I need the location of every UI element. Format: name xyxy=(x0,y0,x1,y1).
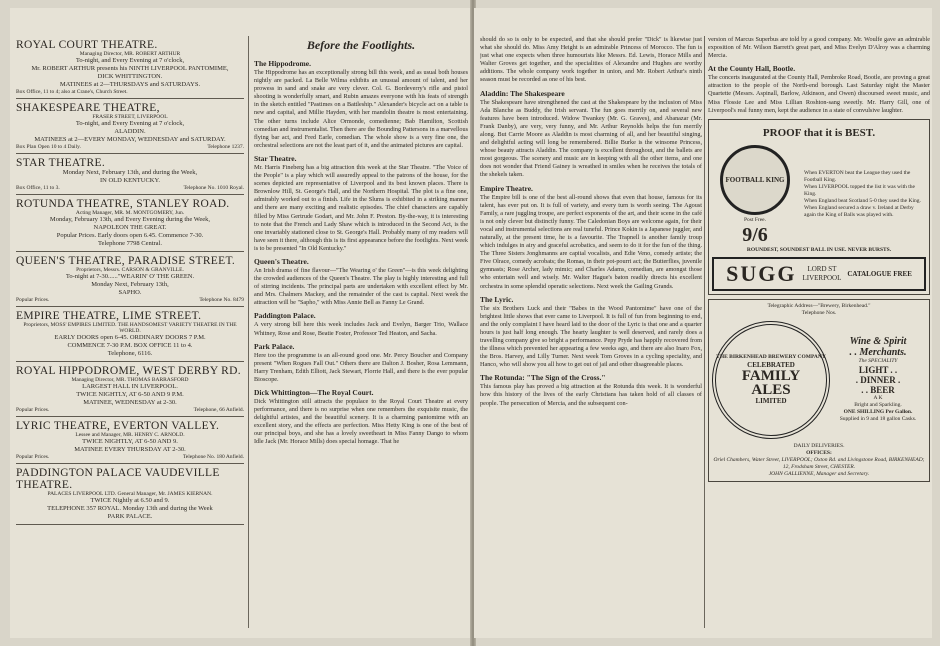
section-text: Here too the programme is an all-round good one. Mr. Percy Boucher and Company present "When Rogues Fall Out." Others there are Dalton J. Bosher, Rosa Lemmann, Harry Trenham, Edith Elliott, Jack Stewart, Florrie Hall, and there is the ever popular Bioscope. xyxy=(254,351,468,383)
wine-sub: . . Merchants. xyxy=(849,347,907,359)
theatre-name: STAR THEATRE. xyxy=(16,157,106,169)
theatre-listing xyxy=(16,36,244,99)
listing-line: DICK WHITTINGTON. xyxy=(97,73,163,80)
advert-column xyxy=(708,36,930,630)
theatre-listing xyxy=(16,362,244,417)
ball-tagline: ROUNDEST, SOUNDEST BALL IN USE. NEVER BURSTS. xyxy=(746,246,892,253)
listing-line: LARGEST HALL IN LIVERPOOL. xyxy=(82,383,178,390)
listing-footer-right: Telephone No. 1010 Royal. xyxy=(183,185,244,191)
theatre-management: Managing Director, MR. ROBERT ARTHUR xyxy=(79,51,181,57)
theatre-management: Managing Director, MR. THOMAS BARRASFORD xyxy=(71,377,189,383)
listing-line: To-night, and Every Evening at 7 o'clock, xyxy=(75,120,185,127)
listing-footer-right: Telephone No. 8479 xyxy=(199,297,244,303)
section-title: Dick Whittington—The Royal Court. xyxy=(254,388,374,397)
football-icon xyxy=(720,145,790,215)
listing-line: ALADDIN. xyxy=(114,128,146,135)
section-text: The concerts inaugurated at the County Hall, Pembroke Road, Bootle, are proving a great attraction to the people of the North-end borough. Last Saturday night the Master Quartette (Messrs. Aspinall, Barlow, Atkinson, and Owen) discoursed sweet music, and Miss Flossie Lee and Miss Lillian Roshton-sang sweetly. Mr. Harry Gill, one of Liverpool's real funny men, kept the audience in a state of convulsive laughter. xyxy=(708,74,930,114)
listing-line: EARLY DOORS open 6-45. ORDINARY DOORS 7 P.M. xyxy=(54,334,206,341)
listing-line: TWICE NIGHTLY, AT 6-50 AND 9. xyxy=(82,438,178,445)
section-text: An Irish drama of fine flavour—"The Wearing o' the Green"—is this week delighting the crowded audiences of the Queen's Theatre. The play is highly interesting and full of stirring incidents. The principal parts are undertaken with excellent effect by Mr. and Mrs. Chalmers Mackey, and the remainder of the cast is capital. Next week the attraction will be "Sapho," with Miss Annie Bell as Fanny Le Grand. xyxy=(254,266,468,307)
ball-note: When England secured a draw v. Ireland at Derby again the King of Balls was played with. xyxy=(804,205,914,219)
section-title: Star Theatre. xyxy=(254,153,297,163)
theatre-listing xyxy=(16,99,244,154)
listing-footer-left: Box Office, 11 to 3. xyxy=(16,185,60,191)
left-page xyxy=(10,8,472,638)
section-title: Empire Theatre. xyxy=(480,183,533,193)
theatre-name: ROTUNDA THEATRE, STANLEY ROAD. xyxy=(16,198,230,210)
listing-line: MATINEES at 2—EVERY MONDAY, WEDNESDAY and SATURDAY. xyxy=(34,136,226,143)
ball-note: When England beat Scotland 5-0 they used the King. xyxy=(804,198,921,205)
footlights-column xyxy=(254,36,468,630)
section-text: A very strong bill here this week includes Jack and Evelyn, Barger Trio, Wallace Whitney, Rose and Rose, Beatie Foster, Professor Ted Heaton, and Sacha. xyxy=(254,321,468,337)
ball-notes xyxy=(804,170,926,219)
listing-footer-left: Box Office, 11 to 4; also at Crane's, Church Street. xyxy=(16,89,128,95)
manager: JOHN GALLIENNE, Manager and Secretary. xyxy=(768,470,870,477)
wine-title: Wine & Spirit xyxy=(849,336,907,348)
listing-line: Telephone, 6116. xyxy=(107,350,153,357)
offices-label: OFFICES: xyxy=(806,449,832,456)
listing-line: To-night, and Every Evening at 7 o'clock, xyxy=(75,57,185,64)
listing-line: MATINEE, WEDNESDAY at 2-30. xyxy=(83,399,177,406)
listing-line: IN OLD KENTUCKY. xyxy=(99,177,160,184)
theatre-management: PALACES LIVERPOOL LTD. General Manager, Mr. JAMES KIERNAN. xyxy=(47,491,213,497)
section-title: The Hippodrome. xyxy=(254,59,311,68)
sugg-street: LORD ST xyxy=(807,264,837,273)
theatre-name: QUEEN'S THEATRE, PARADISE STREET. xyxy=(16,255,236,267)
section-text: The Shakespeare have strengthened the cast at the Shakespeare by the inclusion of Miss Ada Blanche as Buddy, the Irish servant. The fun goes merrily on, and several new features have been introduced. Widow Twankey (Mr. G. Graves), and Abanazar (Mr. Frank Danby), are very, very funny, and Mr. Arthur Reynolds helps the fun merrily along. But Carrie Moore as Aladdin is most charming of all, and her beautiful singing, and delightful acting will long be remembered. Billie Burke is the winsome Princess, whose beauty attracts Aladdin. The company is excellent throughout, and the ballets are most gorgeous. The scenery and music are in keeping with all the other items, and one does not wonder that Friend Gainey is wreathed in smiles when he receives the totals of the shekels taken. xyxy=(480,98,702,179)
brewery-name: THE BIRKENHEAD BREWERY COMPANY xyxy=(716,354,826,361)
sugg-catalogue: CATALOGUE FREE xyxy=(847,269,912,278)
listing-footer-left: Popular Prices. xyxy=(16,454,50,460)
footlights-heading: Before the Footlights. xyxy=(306,38,416,52)
listing-line: TWICE Nightly at 6.50 and 9. xyxy=(90,497,170,504)
seal-limited: LIMITED xyxy=(755,397,787,406)
ball-note: When EVERTON beat the League they used the Football King. xyxy=(804,170,911,184)
ball-note: When LIVERPOOL topped the list it was with the King. xyxy=(804,184,916,198)
light: LIGHT . . xyxy=(858,365,898,376)
section-title: At the County Hall, Bootle. xyxy=(708,64,796,74)
listing-line: Mr. ROBERT ARTHUR presents his NINTH LIVERPOOL PANTOMIME, xyxy=(31,65,229,72)
listing-line: PARK PALACE. xyxy=(107,513,153,520)
listing-line: Popular Prices. Early doors open 6.45. Commence 7-30. xyxy=(56,232,204,239)
beer-price: ONE SHILLING Per Gallon. xyxy=(843,409,913,416)
listing-footer-left: Popular Prices. xyxy=(16,297,50,303)
listing-footer-left: Popular Prices. xyxy=(16,407,50,413)
theatre-name: ROYAL COURT THEATRE. xyxy=(16,39,158,51)
casks: Supplied in 9 and 18 gallon Casks. xyxy=(839,416,917,423)
listing-footer-right: Telephone 1237. xyxy=(207,144,244,150)
listing-footer xyxy=(16,407,244,413)
offices-addresses: Oriel Chambers, Water Street, LIVERPOOL; Oxton Rd. and Livingstone Road, BIRKENHEAD; 12, Frodsham Street, CHESTER. xyxy=(713,456,925,470)
theatre-listing xyxy=(16,154,244,195)
listing-line: Monday, February 13th, and Every Evening during the Week, xyxy=(49,216,211,223)
listing-footer xyxy=(16,297,244,303)
seal-ales: ALES xyxy=(751,382,791,399)
listing-footer-right: Telephone, 66 Anfield. xyxy=(193,407,244,413)
theatre-name: ROYAL HIPPODROME, WEST DERBY RD. xyxy=(16,365,241,377)
listing-line: Monday Next, February 13th, xyxy=(91,281,169,288)
beer: . . BEER xyxy=(861,385,895,396)
section-text: The Hippodrome has an exceptionally strong bill this week, and as usual both houses nightly are packed. La Belle Wilma exhibits an unusual amount of talent, and her prowess in sand and snake are very clever. Col. G. Bordeverry's rifle and pistol shooting is wonderfully smart, and Rubin amazes everyone with his feats of strength in the sketch entitled "Pastimes on a Battleship." Alexander's bicycle act on a table is new and capital, and Millie Hayden, with her mandolin theatre is most entertaining. The other turns include Alice Ormonde, comedienne; Bab Hamilton, Scottish comedian and instrumentalist. Then there are the Bounding Pattersons in a marvellous flying bar act, and Fred Earle, comedian. The whole show is a very fine one, the orchestral selections are not the least part of it, and the animated pictures are capital. xyxy=(254,69,468,149)
right-page xyxy=(474,8,932,638)
seal-family: FAMILY xyxy=(741,368,801,385)
listing-line: NAPOLEON THE GREAT. xyxy=(93,224,167,231)
proof-headline: PROOF that it is BEST. xyxy=(762,126,876,139)
speciality: The SPECIALITY xyxy=(858,358,898,365)
theatre-management: Acting Manager, MR. M. MONTGOMERY, Jun. xyxy=(75,210,185,216)
section-title: The Rotunda: "The Sign of the Cross." xyxy=(480,373,606,383)
section-title: Aladdin: The Shakespeare xyxy=(480,88,565,98)
column-divider xyxy=(704,36,705,628)
theatre-listing xyxy=(16,195,244,252)
theatre-name: EMPIRE THEATRE, LIME STREET. xyxy=(16,310,202,322)
telephone-numbers: Telephone Nos. xyxy=(801,309,837,316)
section-text: This famous play has proved a big attraction at the Rotunda this week. It is wonderful how this history of the lives of the early Christians has taken hold of all classes of people. The persecution of Mercia, and the subsequent con- xyxy=(480,383,702,407)
section-text: The Empire bill is one of the best all-round shows that even that house, famous for its talent, has ever put on. It is full of variety, and every turn is worth seeing. The Agoust Family, a rare juggling troupe, are perfect exponents of the art, and their scene in the café is not only clever but distinctly funny. The Caledonian Boys are welcome again, for their vocal and instrumental selections are real tuneful. Prince Kokin is a Japanese juggler, and naturally, at the present time, he is a favourite. The Trapnell is another family troup which indulges in airy and graceful acrobatics, and seem to do it for the fun of the thing. The Three Sisters Jonghmanns are capital vocalists, and Edie Veno, comedy artiste; the Five Olrace, comedy acrobats; the Romas, in their pot-pourri act; the Butterflies, juvenile gymnasts; Rose Archer, lady mimic; and Charles Adams, comedian, are amongst those who entertain well and wisely. Mr. Walter Hague's baton readily directs his excellent orchestra in some splendid operatic selections. Next week the Gailing Grands. xyxy=(480,193,702,290)
section-title: Paddington Palace. xyxy=(254,311,316,321)
theatre-listing xyxy=(16,252,244,307)
listing-line: To-night at 7-30......"WEARIN' O' THE GREEN. xyxy=(65,273,195,280)
theatre-management: Lessee and Manager, MR. HENRY C. ARNOLD. xyxy=(75,432,185,438)
listing-footer xyxy=(16,185,244,191)
listing-footer xyxy=(16,454,244,460)
dinner: . DINNER . xyxy=(855,375,901,386)
bright: Bright and Sparkling. xyxy=(854,402,902,409)
post-free: Post Free. xyxy=(744,216,766,223)
listing-line: COMMENCE 7-30 P.M. BOX OFFICE 11 to 4. xyxy=(67,342,193,349)
listing-line: TWICE NIGHTLY, AT 6-50 AND 9 P.M. xyxy=(76,391,184,398)
telegraphic-address: Telegraphic Address—"Brewery, Birkenhead." xyxy=(767,302,871,309)
theatre-management: Proprietors, Messrs. CARSON & GRANVILLE. xyxy=(76,267,184,273)
section-text: Dick Whittington still attracts the populace to the Royal Court Theatre at every performance, and there is no surprise when one remembers the exquisite music, the delightful artistes, and the beautiful scenery. It is a charming pantomime with an excellent story, and the effects are perfection. Miss Hetty King is one of the best of our principal boys, and she has a lovely sweetheart in Miss Fanny Dango to whom Idle Jack (Mr. Horace Mills) does special homage. That he xyxy=(254,398,468,446)
sugg-logo: SUGG xyxy=(726,260,797,286)
listing-footer-left: Box Plan Open 10 to 4 Daily. xyxy=(16,144,81,150)
theatre-name: SHAKESPEARE THEATRE, xyxy=(16,102,160,114)
theatre-management: FRASER STREET, LIVERPOOL xyxy=(92,114,168,120)
section-text: Mr. Harris Fineberg has a big attraction this week at the Star Theatre. "The Voice of the People" is a play which will assuredly appeal to the patrons of the house, for the scenes depicted are representative of Liverpool and its best known places. There is Brownlow Hill, St. George's Hall, and the Northern Hospital. The plot is a fine one, admirably worked out to a finish. Life in the Slums is exhibited in a striking manner and there are many exciting and realistic episodes. The chief characters are capably filled by Miss Gertrude Godart, and Mr. John F. Preston. By-the-way, it is interesting to note that the French and Lady Shaw which is introduced in the Second Act, is the one invariably stationed close to St. George's Hall. Probably many of my readers will have seen it there, although this is its first appearance before the footlights. Next week is to be presented "In Old Kentucky." xyxy=(254,163,468,252)
listing-footer-right: Telephone No. 180 Anfield. xyxy=(182,454,244,460)
brewery-advert xyxy=(708,299,930,482)
brewery-seal-icon xyxy=(712,321,830,439)
listing-footer xyxy=(16,144,244,150)
theatre-management: Proprietors, MOSS' EMPIRES LIMITED. THE HANDSOMEST VARIETY THEATRE IN THE WORLD. xyxy=(23,322,237,334)
ak-mark: A K xyxy=(873,395,883,402)
listing-footer xyxy=(16,89,244,95)
theatre-listing xyxy=(16,307,244,362)
theatre-name: LYRIC THEATRE, EVERTON VALLEY. xyxy=(16,420,220,432)
listing-line: MATINEES at 2—THURSDAYS and SATURDAYS. xyxy=(59,81,201,88)
theatre-listings-column xyxy=(16,36,244,630)
listing-line: MATINEE EVERY THURSDAY AT 2-30. xyxy=(74,446,186,453)
section-title: The Lyric. xyxy=(480,294,514,304)
football-name: FOOTBALL KING xyxy=(725,175,785,184)
theatre-name: PADDINGTON PALACE VAUDEVILLE THEATRE. xyxy=(16,467,220,491)
rotunda-continued: version of Marcus Superbus are told by a good company. Mr. Woulfe gave an admirable exposition of Mr. Wilson Barrett's great part, and Miss Evelyn D'Alroy was a charming Mercia. xyxy=(708,36,930,60)
review-intro: should do so is only to be expected, and that she should prefer "Dick" is likewise just what she should do. Miss Amy Height is an admirable Princess of Morocco. The fun is just what one expects when three humourists like Messrs. Ed. Lewis, Horace Mills and Walter Groves get together, and the specialities of Alexandre and Hughes are worthy additions. The whole company work together in union, and Mr. Robert Arthur's ninth season must be recorded as one of his best. xyxy=(480,36,702,84)
sugg-city: LIVERPOOL xyxy=(802,273,842,282)
section-title: Park Palace. xyxy=(254,341,295,351)
listing-line: TELEPHONE 357 ROYAL. Monday 13th and during the Week xyxy=(47,505,213,512)
review-column xyxy=(480,36,702,630)
listing-line: Monday Next, February 13th, and during the Week, xyxy=(62,169,198,176)
seal-celebrated: CELEBRATED xyxy=(747,361,795,370)
section-text: The six Brothers Luck and their "Babes in the Wood Pantomime" have one of the brightest little shows that ever came to Liverpool. It is full of fun from beginning to end, and the only complaint I have heard laid to the door of the Lyric is that one and a quarter hours is just half long enough. The hearty laughter is well deserved, and rarely does a travelling company give so bright a performance. Pepy Pryde has happily recovered from the illness which prevented her appearing a few weeks ago, and there are also Inaro Fox, the Bros. Harvey, and Lilly Turner. Next week Tom Groves in a cycling speciality, and Hanco, who will show you all how to get out of jail and other disagreeable places. xyxy=(480,304,702,369)
daily-deliveries: DAILY DELIVERIES. xyxy=(793,442,845,449)
ball-price: 9/6 xyxy=(742,223,768,246)
theatre-listing xyxy=(16,464,244,525)
listing-line: SAPHO. xyxy=(118,289,142,296)
listing-line: Telephone 7798 Central. xyxy=(98,240,162,247)
section-title: Queen's Theatre. xyxy=(254,256,309,266)
theatre-listing xyxy=(16,417,244,464)
football-advert xyxy=(708,119,930,295)
column-divider xyxy=(248,36,249,628)
